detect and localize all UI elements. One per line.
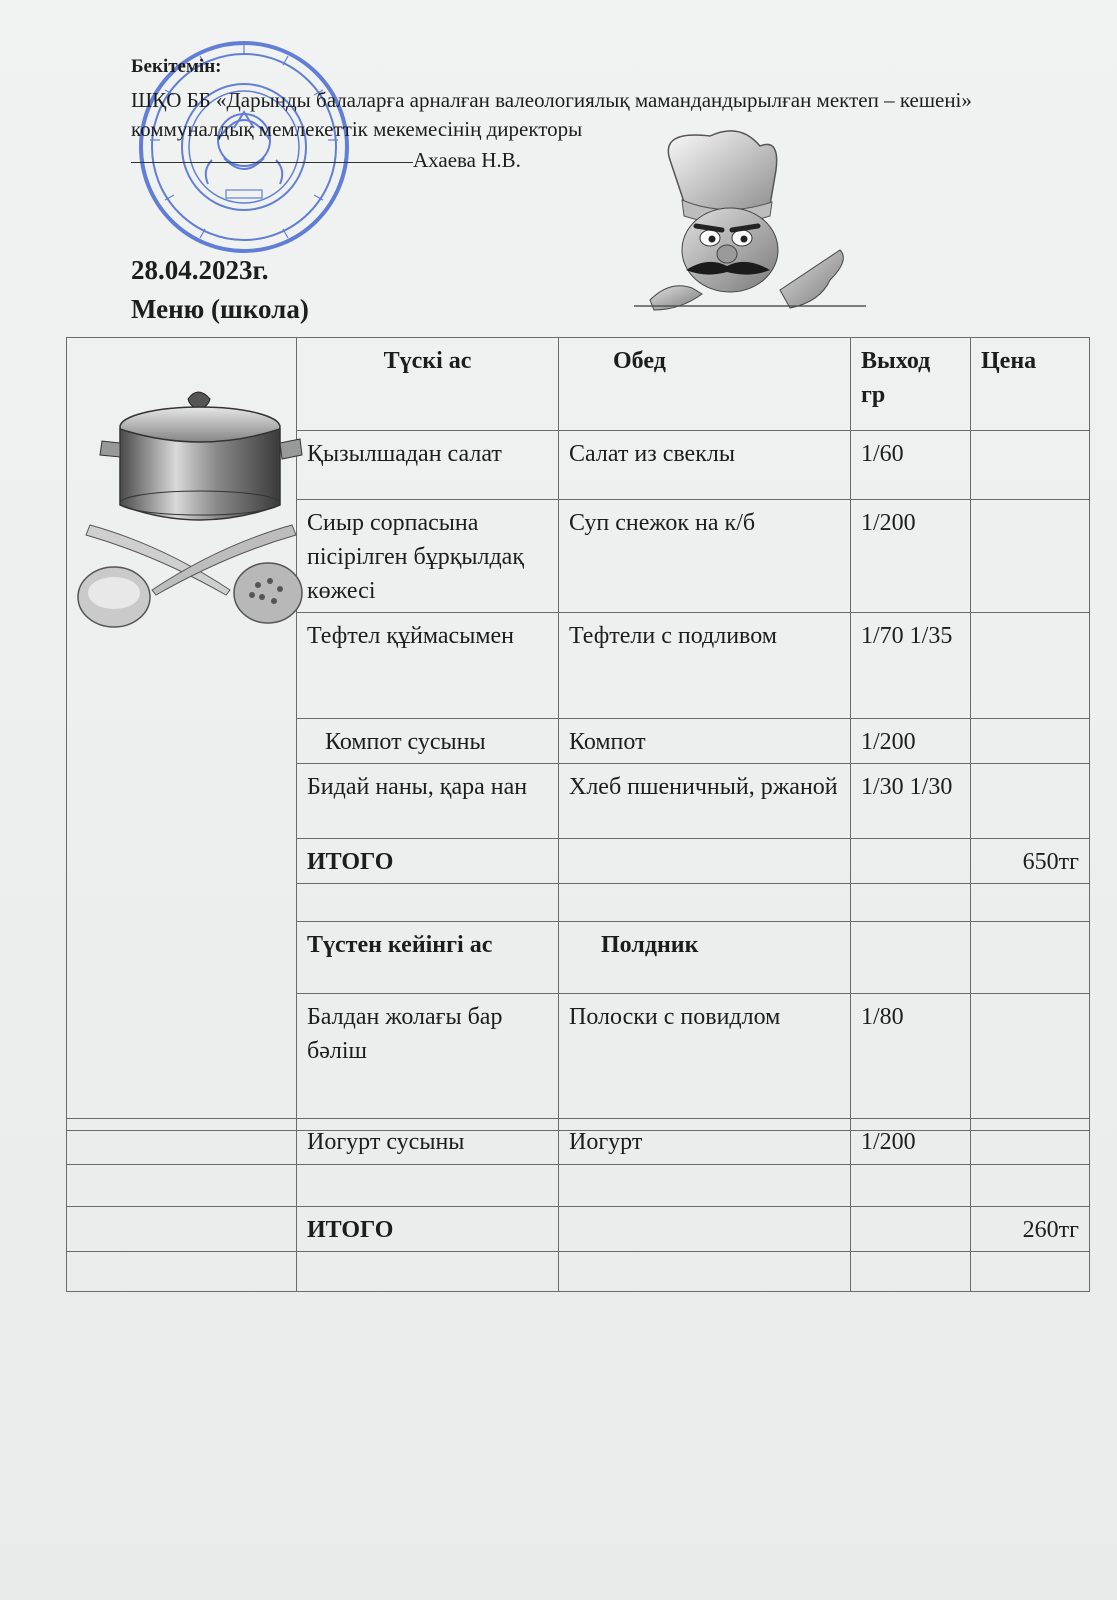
snack-total-row [67,1207,1090,1252]
empty-cell [559,1165,851,1207]
signature-row [131,148,521,173]
dish-ru: Полоски с повидлом [559,994,851,1131]
empty-cell [971,922,1090,994]
dish-yield: 1/80 [851,994,971,1131]
empty-cell [67,1119,297,1165]
dish-kz: Иогурт сусыны [297,1119,559,1165]
price-header: Цена [971,338,1090,431]
dish-price [971,719,1090,764]
menu-table-lower [66,1118,1090,1292]
dish-ru: Тефтели с подливом [559,613,851,719]
total-label: ИТОГО [297,839,559,884]
empty-cell [297,1165,559,1207]
dish-kz: Бидай наны, қара нан [297,764,559,839]
dish-kz: Компот сусыны [297,719,559,764]
total-price: 650тг [971,839,1090,884]
empty-cell [851,922,971,994]
dish-price [971,1119,1090,1165]
dish-kz: Сиыр сорпасына пісірілген бұрқылдақ көжесі [297,500,559,613]
empty-cell [67,1252,297,1292]
dish-price [971,994,1090,1131]
empty-cell [971,884,1090,922]
dish-price [971,500,1090,613]
empty-cell [851,839,971,884]
dish-ru: Компот [559,719,851,764]
page-title: Меню (школа) [131,294,309,324]
dish-ru: Суп снежок на к/б [559,500,851,613]
yield-header: Выход гр [851,338,971,431]
empty-row [67,1252,1090,1292]
empty-cell [559,1252,851,1292]
empty-cell [851,1252,971,1292]
approve-label: Бекітемін: [131,56,222,77]
lunch-header-kz: Түскі ас [297,338,559,431]
menu-date: 28.04.2023г. [131,255,269,285]
signatory-name: Ахаева Н.В. [413,148,521,172]
empty-cell [851,884,971,922]
organization-line: ШҚО ББ «Дарынды балаларға арналған валеологиялық мамандандырылған мектеп – кешені» коммуналдық мемлекеттік мекемесінің директоры [131,88,972,141]
dish-kz: Тефтел құймасымен [297,613,559,719]
dish-kz: Қызылшадан салат [297,431,559,500]
dish-yield: 1/60 [851,431,971,500]
dish-price [971,431,1090,500]
empty-cell [67,1207,297,1252]
dish-yield: 1/200 [851,719,971,764]
dish-price [971,613,1090,719]
empty-cell [559,839,851,884]
dish-price [971,764,1090,839]
empty-cell [971,1252,1090,1292]
snack-header-ru: Полдник [559,922,851,994]
dish-yield: 1/200 [851,500,971,613]
dish-yield: 1/200 [851,1119,971,1165]
dish-ru: Иогурт [559,1119,851,1165]
empty-cell [67,1165,297,1207]
empty-cell [559,1207,851,1252]
empty-cell [851,1207,971,1252]
cooking-pot-icon [76,385,306,645]
empty-cell [559,884,851,922]
empty-cell [971,1165,1090,1207]
dish-yield: 1/70 1/35 [851,613,971,719]
total-label: ИТОГО [297,1207,559,1252]
empty-cell [297,884,559,922]
snack-header-kz: Түстен кейінгі ас [297,922,559,994]
dish-yield: 1/30 1/30 [851,764,971,839]
chef-icon [630,130,870,320]
signature-line [131,162,413,163]
total-price: 260тг [971,1207,1090,1252]
table-row [67,1119,1090,1165]
dish-ru: Хлеб пшеничный, ржаной [559,764,851,839]
empty-cell [297,1252,559,1292]
lunch-header-ru: Обед [559,338,851,431]
dish-ru: Салат из свеклы [559,431,851,500]
dish-kz: Балдан жолағы бар бәліш [297,994,559,1131]
empty-row [67,1165,1090,1207]
empty-cell [851,1165,971,1207]
